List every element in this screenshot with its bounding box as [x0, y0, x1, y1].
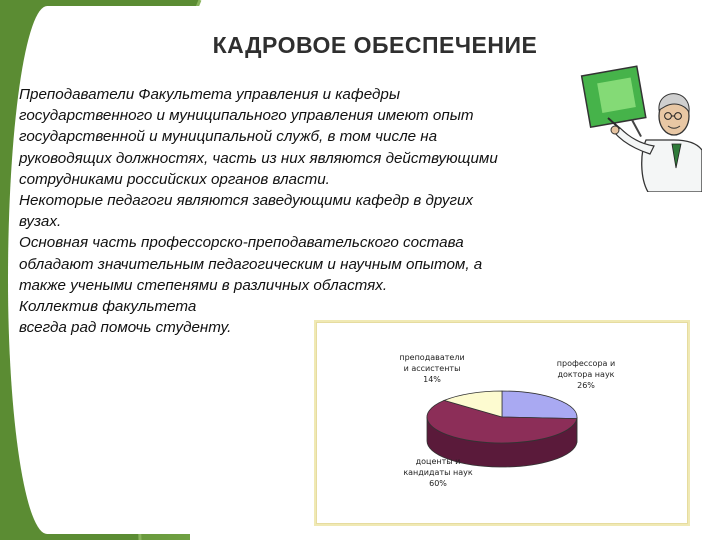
paragraph-line: сотрудниками российских органов власти. — [19, 170, 330, 188]
paragraph-line: Коллектив факультета — [19, 298, 197, 316]
label-line: 60% — [429, 479, 447, 488]
label-professors — [542, 358, 630, 391]
label-line: 26% — [577, 381, 595, 390]
pie-chart — [316, 322, 688, 524]
pie-chart-frame — [314, 320, 690, 526]
slide-title: КАДРОВОЕ ОБЕСПЕЧЕНИЕ — [212, 32, 538, 58]
paragraph-line: Основная часть профессорско-преподавательского состава — [19, 234, 464, 252]
label-line: профессора и — [556, 359, 616, 368]
label-line: кандидаты наук — [403, 468, 473, 477]
body-paragraph — [19, 84, 579, 338]
paragraph-line: Преподаватели Факультета управления и кафедры — [19, 86, 400, 103]
paragraph-line: обладают значительным педагогическим и научным опытом, а — [19, 255, 483, 273]
teacher-pointing-icon — [578, 58, 702, 192]
paragraph-line: также учеными степенями в различных областях. — [19, 276, 388, 294]
label-line: доктора наук — [557, 370, 615, 379]
paragraph-line: всегда рад помочь студенту. — [19, 319, 232, 337]
paragraph-line: государственного и муниципального управления имеют опыт — [19, 107, 474, 125]
label-docents — [390, 456, 486, 489]
label-line: доценты и — [415, 457, 461, 466]
label-line: и ассистенты — [403, 364, 461, 373]
label-teachers — [384, 352, 480, 385]
paragraph-line: вузах. — [19, 213, 62, 231]
pie-slice-professors — [502, 391, 577, 419]
paragraph-line: государственной и муниципальной служб, в том числе на — [19, 128, 438, 146]
paragraph-line: руководящих должностях, часть из них являются действующими — [19, 149, 498, 167]
paragraph-line: Некоторые педагоги являются заведующими кафедр в других — [19, 192, 473, 210]
label-line: преподаватели — [399, 353, 465, 362]
label-line: 14% — [423, 375, 441, 384]
